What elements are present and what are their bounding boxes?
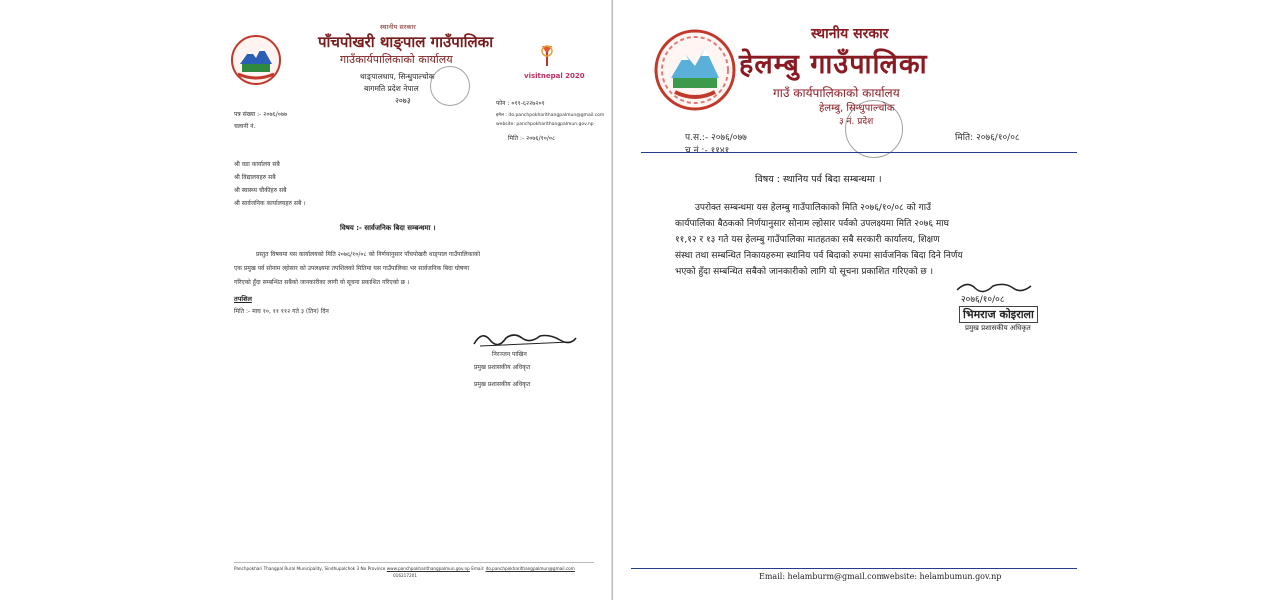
signer-name: भिमराज कोइराला — [959, 306, 1038, 323]
recipient-1: श्री वडा कार्यालय सबै — [234, 161, 280, 168]
province-line: बागमति प्रदेश नेपाल — [364, 84, 419, 93]
body-line-3: ११,१२ र १३ गते यस हेलम्बु गाउँपालिका मातहतका सबै सरकारी कार्यालय, शिक्षण — [675, 235, 940, 245]
body-line-2: एक प्रमुख पर्व सोनाम ल्होसार को उपलक्ष्यमा तपशिलको मितिमा यस गाउँपालिका भर सार्वजनिक बिदा घोषणा — [234, 265, 470, 272]
established-year: २०७३ — [395, 96, 411, 105]
footer-email[interactable]: Email: helamburm@gmail.com — [759, 572, 885, 581]
signer-title: प्रमुख प्रशासकीय अधिकृत — [474, 364, 531, 371]
top-label: स्थानीय सरकार — [811, 26, 889, 42]
footer-phone: 016217201 — [393, 573, 417, 578]
footer-email[interactable]: ito.panchpokharithangpalmun@gmail.com — [485, 566, 575, 571]
recipient-4: श्री सार्वजनिक कार्यालयहरु सबै । — [234, 200, 306, 207]
footer-rule — [234, 562, 594, 563]
visit-nepal-text: visitnepal 2020 — [524, 72, 585, 80]
footer-website[interactable]: www.panchpokharithangpalmun.gov.np — [386, 566, 470, 571]
recipient-3: श्री स्वास्थ्य चौकीहरु सबै — [234, 187, 287, 194]
letter-date: मिति: २०७६/१०/०८ — [955, 133, 1020, 143]
signature-date: २०७६/१०/०८ — [961, 295, 1005, 305]
header-rule — [641, 152, 1077, 153]
schedule-heading: तपशिल — [234, 295, 252, 303]
letter-number: पत्र संख्या :- २०७६/०७७ — [234, 111, 288, 118]
website-text: website: panchpokharithangpalmun.gov.np — [496, 122, 594, 127]
address-line: थाङ्पालधाप, सिन्धुपाल्चोक — [360, 72, 435, 81]
municipality-title: पाँचपोखरी थाङ्पाल गाउँपालिका — [318, 33, 494, 51]
nepal-emblem-logo — [230, 34, 282, 86]
top-label: स्थानीय सरकार — [380, 23, 416, 31]
body-line-3: गरिएको हुँदा सम्बन्धित सबैको जानकारीका लागी यो सूचना प्रकाशित गरिएको छ । — [234, 279, 410, 286]
recipient-2: श्री विद्यालयहरु सबै — [234, 174, 276, 181]
office-subtitle: गाउँ कार्यपालिकाको कार्यालय — [773, 86, 900, 100]
letter-date: मिति :- २०७६/१०/०८ — [508, 135, 556, 142]
body-line-1: प्रस्तुत विषयमा यस कार्यालयको मिति २०७६/१०/०८ को निर्णयानुसार पाँचपोखरी थाङ्पाल गाउँपालिकाको — [256, 251, 481, 258]
province-line: ३ नं. प्रदेश — [839, 117, 874, 127]
body-line-2: कार्यपालिका बैठकको निर्णयानुसार सोनाम ल्होसार पर्वको उपलक्ष्यमा मिति २०७६ माघ — [675, 219, 949, 229]
right-letter — [612, 0, 1077, 600]
left-signature — [470, 326, 580, 352]
dispatch-number: चलानी नं. — [234, 123, 256, 130]
footer-website[interactable]: website: helambumun.gov.np — [883, 572, 1002, 581]
municipality-title: हेलम्बु गाउँपालिका — [739, 49, 928, 80]
email-text: इमेल : ito.panchpokharithangpalmun@gmail.com — [496, 113, 605, 118]
dispatch-number: च.नं.:- ११४१ — [685, 146, 730, 156]
body-line-4: संस्था तथा सम्बन्धित निकायहरुमा स्थानिय पर्व बिदाको रुपमा सार्वजनिक बिदा दिने निर्णय — [675, 251, 963, 261]
office-stamp — [430, 66, 470, 106]
signer-stamp-line: प्रमुख प्रशासकीय अधिकृत — [474, 381, 531, 388]
letter-number: प.स.:- २०७६/०७७ — [685, 133, 747, 143]
body-line-1: उपरोक्त सम्बन्धमा यस हेलम्बु गाउँपालिकाको मिति २०७६/१०/०८ को गाउँ — [695, 203, 931, 213]
footer-rule — [631, 568, 1077, 569]
signer-name: निरञ्जन पाखिन — [492, 351, 527, 358]
nepal-emblem-logo — [653, 28, 737, 112]
address-line: हेलम्बु, सिन्धुपाल्चोक — [819, 103, 895, 114]
office-stamp — [845, 100, 903, 158]
body-line-5: भएको हुँदा सम्बन्धित सबैको जानकारीको लागि यो सूचना प्रकाशित गरिएको छ । — [675, 267, 933, 277]
left-letter — [190, 0, 612, 600]
signer-title: प्रमुख प्रशासकीय अधिकृत — [965, 324, 1031, 332]
footer-municipality: Panchpokhari Thangpal Rural Municipality, Sindhupalchok 3 No Province — [234, 566, 386, 571]
footer-text — [234, 566, 575, 571]
phone-text: फोन : ०११-६२२७२०१ — [496, 100, 545, 107]
schedule-line: मिति :- माघ १०, ११ ११२ गते ३ (तिन) दिन — [234, 308, 329, 315]
footer-email-label: Email: — [471, 566, 485, 571]
office-subtitle: गाउँकार्यपालिकाको कार्यालय — [340, 53, 453, 66]
subject-line: विषय :- सार्वजनिक बिदा सम्बन्धमा । — [340, 224, 436, 232]
subject-line: विषय : स्थानिय पर्व बिदा सम्बन्धमा । — [755, 174, 882, 185]
